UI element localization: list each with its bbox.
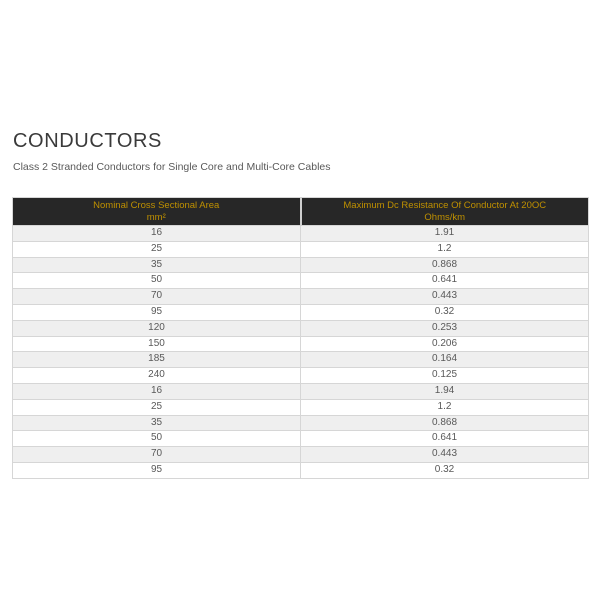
column-header-resistance-line1: Maximum Dc Resistance Of Conductor At 20OC <box>343 200 547 211</box>
cell-area: 70 <box>13 289 301 305</box>
table-row <box>13 273 589 289</box>
table-row <box>13 320 589 336</box>
cell-area: 25 <box>13 241 301 257</box>
table-header <box>13 198 589 226</box>
cell-resistance: 0.641 <box>301 431 589 447</box>
conductors-table <box>12 197 589 479</box>
cell-area: 35 <box>13 257 301 273</box>
cell-area: 16 <box>13 383 301 399</box>
table-body <box>13 226 589 479</box>
cell-resistance: 0.32 <box>301 304 589 320</box>
cell-resistance: 0.206 <box>301 336 589 352</box>
cell-resistance: 0.868 <box>301 257 589 273</box>
cell-area: 50 <box>13 431 301 447</box>
cell-resistance: 0.125 <box>301 368 589 384</box>
column-header-area-unit: mm² <box>146 211 166 223</box>
table-row <box>13 304 589 320</box>
cell-area: 35 <box>13 415 301 431</box>
table-header-row <box>13 198 589 226</box>
cell-area: 120 <box>13 320 301 336</box>
cell-area: 16 <box>13 226 301 242</box>
cell-resistance: 0.868 <box>301 415 589 431</box>
table-row <box>13 241 589 257</box>
column-header-area <box>13 198 301 226</box>
column-header-resistance-unit: Ohms/km <box>424 211 466 223</box>
cell-area: 50 <box>13 273 301 289</box>
cell-resistance: 0.253 <box>301 320 589 336</box>
cell-resistance: 0.32 <box>301 462 589 478</box>
cell-resistance: 1.2 <box>301 241 589 257</box>
cell-area: 185 <box>13 352 301 368</box>
table-row <box>13 431 589 447</box>
table-row <box>13 383 589 399</box>
table-row <box>13 415 589 431</box>
table-row <box>13 352 589 368</box>
cell-resistance: 0.164 <box>301 352 589 368</box>
cell-resistance: 1.94 <box>301 383 589 399</box>
column-header-area-line1: Nominal Cross Sectional Area <box>93 200 220 211</box>
page-subtitle: Class 2 Stranded Conductors for Single Core and Multi-Core Cables <box>13 161 331 173</box>
cell-area: 95 <box>13 462 301 478</box>
cell-resistance: 0.443 <box>301 289 589 305</box>
table-row <box>13 399 589 415</box>
cell-resistance: 0.641 <box>301 273 589 289</box>
cell-area: 70 <box>13 447 301 463</box>
cell-area: 95 <box>13 304 301 320</box>
table-row <box>13 289 589 305</box>
table-row <box>13 226 589 242</box>
cell-resistance: 1.2 <box>301 399 589 415</box>
column-header-resistance <box>301 198 589 226</box>
table-row <box>13 447 589 463</box>
cell-resistance: 1.91 <box>301 226 589 242</box>
cell-area: 25 <box>13 399 301 415</box>
table-row <box>13 368 589 384</box>
cell-resistance: 0.443 <box>301 447 589 463</box>
table-row <box>13 257 589 273</box>
cell-area: 240 <box>13 368 301 384</box>
table-row <box>13 336 589 352</box>
table-row <box>13 462 589 478</box>
cell-area: 150 <box>13 336 301 352</box>
content-area <box>12 130 589 479</box>
page-title: CONDUCTORS <box>13 130 162 152</box>
